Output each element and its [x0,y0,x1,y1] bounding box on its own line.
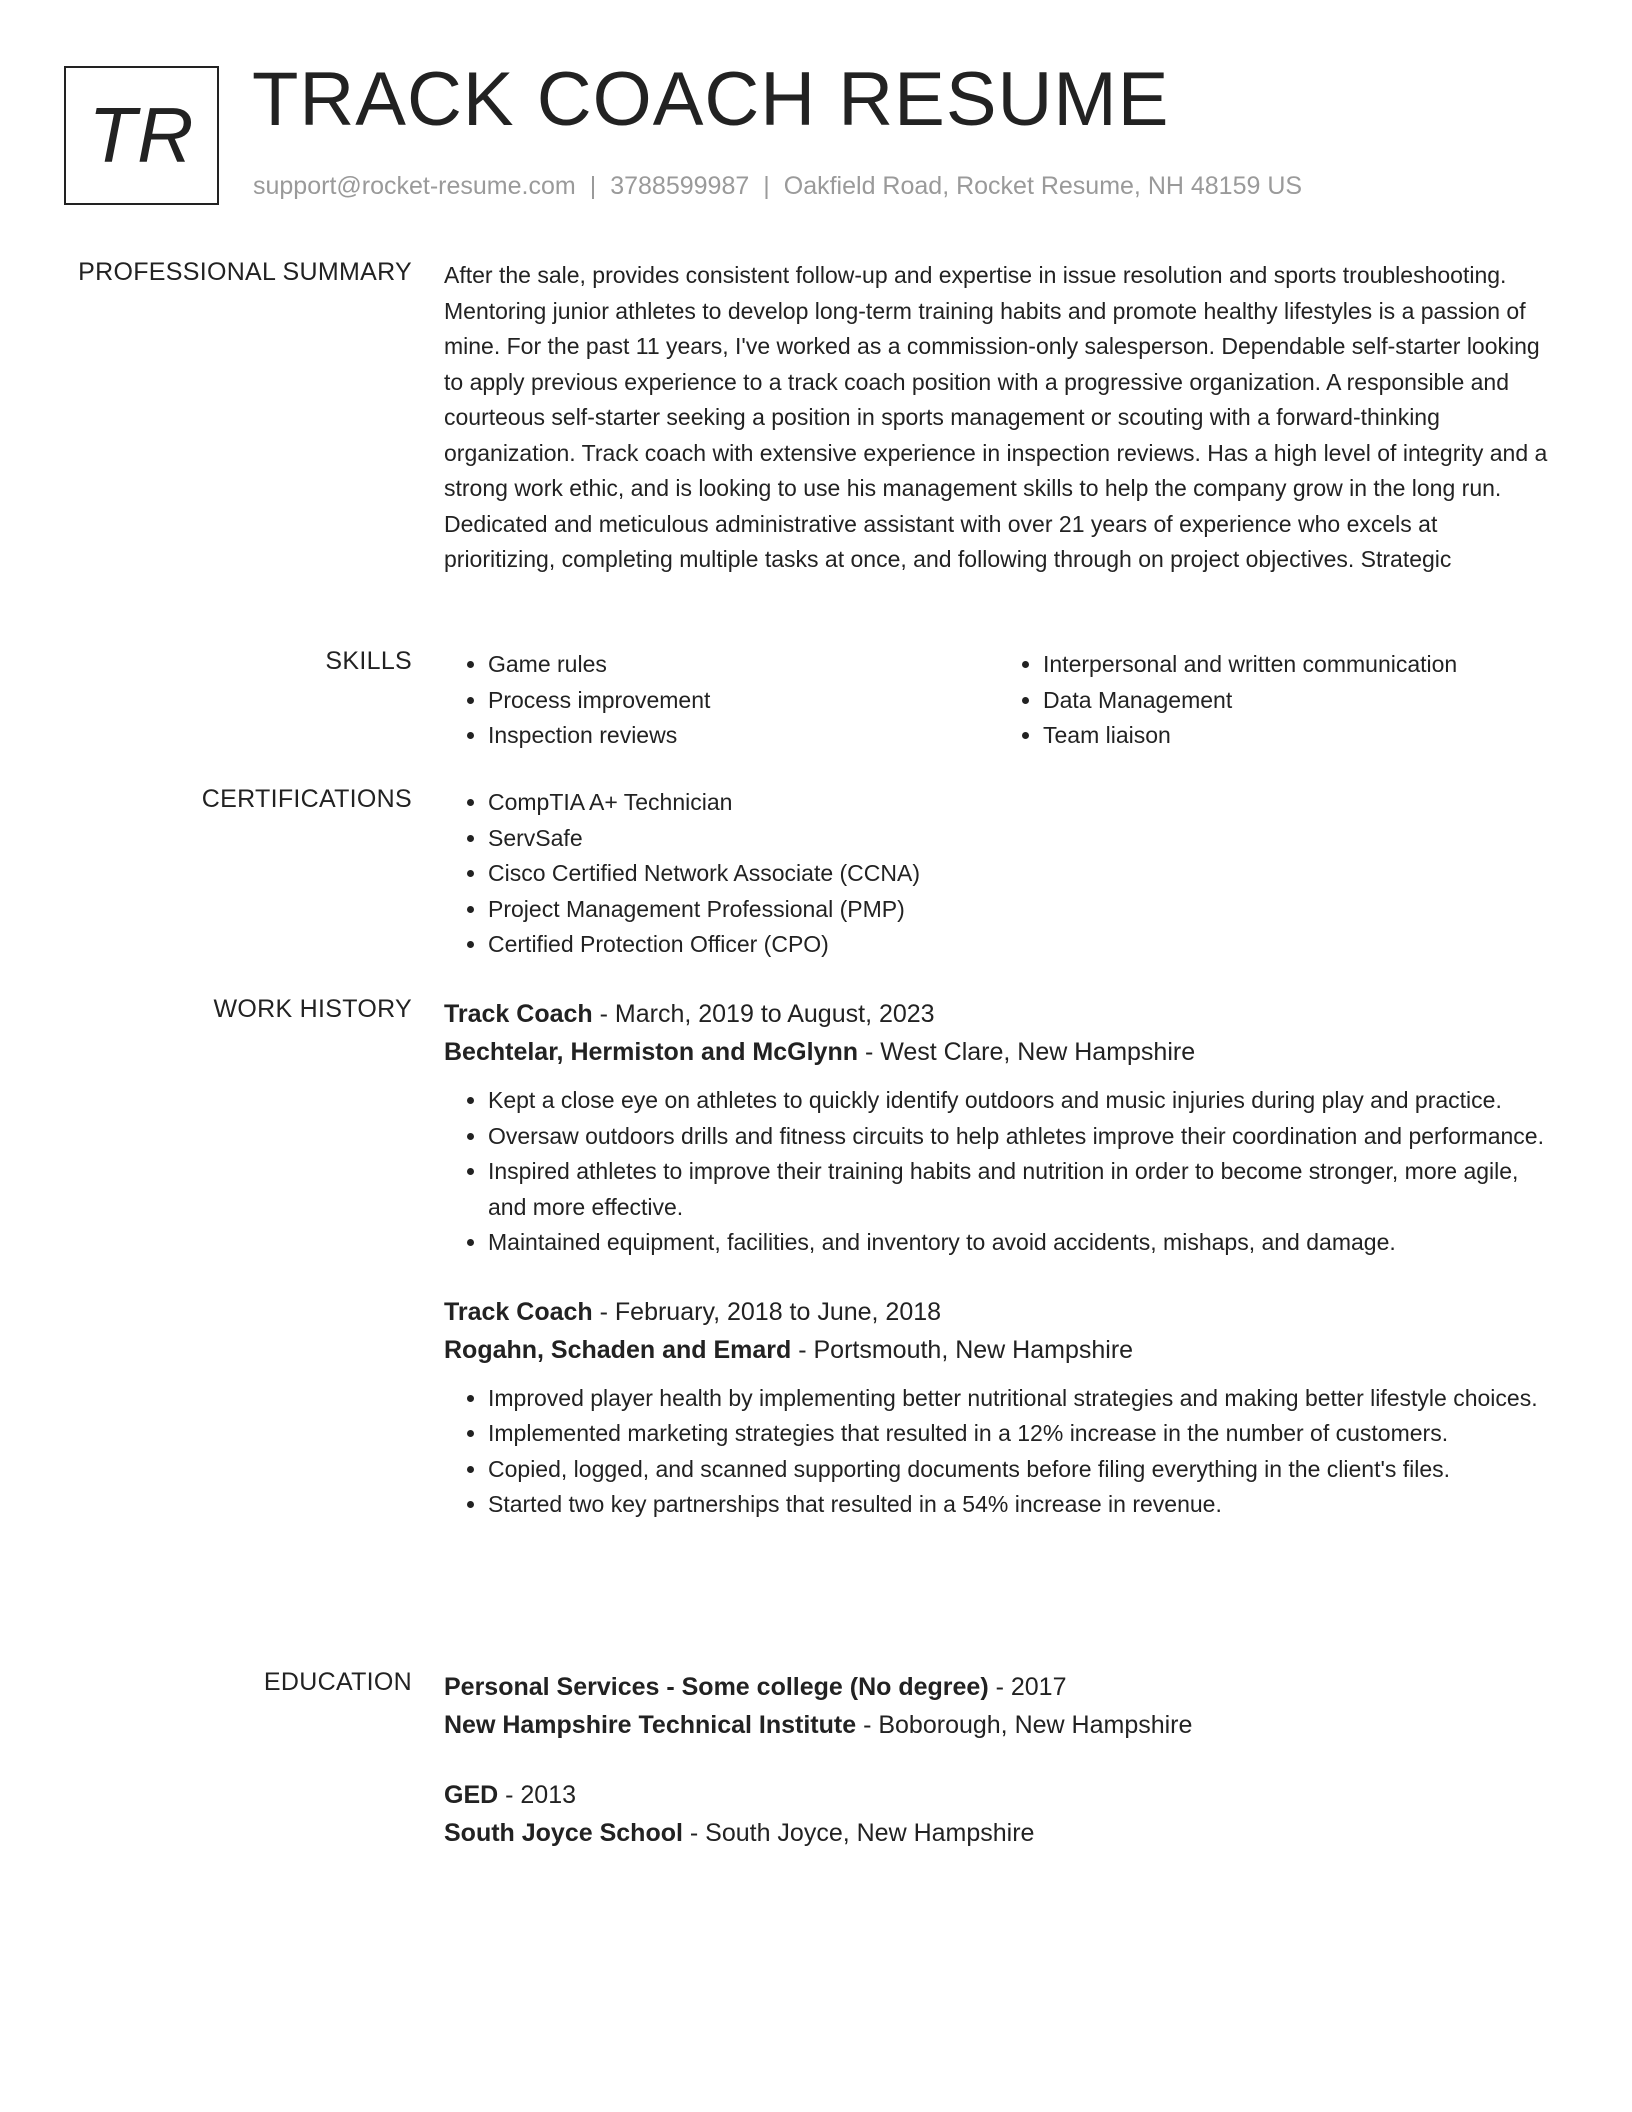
education-content [444,1668,1554,1852]
skill-item: • Team liaison [1043,718,1554,754]
skill-item: • Game rules [488,647,999,683]
job-entry [444,995,1554,1261]
job-entry [444,1293,1554,1523]
job-title: Track Coach [444,1000,593,1028]
resume-title: TRACK COACH RESUME [252,57,1170,142]
job-company-line [444,1331,1554,1369]
job-bullet: • Oversaw outdoors drills and fitness circuits to help athletes improve their coordination and performance. [488,1119,1554,1155]
skills-list-right [999,647,1554,754]
education-school-line [444,1706,1554,1744]
skills-list-left [444,647,999,754]
education-degree-line [444,1668,1554,1706]
work-history-content [444,995,1554,1523]
job-bullet: • Inspired athletes to improve their training habits and nutrition in order to become stronger, more agile, and more effective. [488,1154,1554,1225]
job-bullets [444,1381,1554,1523]
monogram-box [64,66,219,205]
job-bullet: • Maintained equipment, facilities, and inventory to avoid accidents, mishaps, and damage. [488,1225,1554,1261]
job-company: Rogahn, Schaden and Emard [444,1335,792,1364]
contact-phone[interactable]: 3788599987 [610,172,750,200]
skill-item: • Inspection reviews [488,718,999,754]
job-location: - West Clare, New Hampshire [858,1038,1196,1066]
job-role-line [444,995,1554,1033]
certification-item: • Certified Protection Officer (CPO) [488,927,1554,963]
section-label-certifications: CERTIFICATIONS [201,785,412,813]
education-school: South Joyce School [444,1819,683,1847]
section-label-summary: PROFESSIONAL SUMMARY [78,258,412,286]
contact-separator: | [589,172,597,200]
job-bullet: • Implemented marketing strategies that resulted in a 12% increase in the number of customers. [488,1416,1554,1452]
contact-separator: | [763,172,770,200]
job-role-line [444,1293,1554,1331]
job-bullet: • Started two key partnerships that resulted in a 54% increase in revenue. [488,1487,1554,1523]
certification-item: • ServSafe [488,821,1554,857]
education-school-line [444,1814,1554,1852]
certifications-content [444,785,1554,963]
education-entry [444,1668,1554,1744]
job-dates: - March, 2019 to August, 2023 [592,1000,935,1028]
skills-columns [444,647,1554,754]
section-label-education: EDUCATION [263,1668,412,1696]
job-bullet: • Copied, logged, and scanned supporting documents before filing everything in the client's files. [488,1452,1554,1488]
job-bullets [444,1083,1554,1261]
education-entry [444,1776,1554,1852]
education-degree: Personal Services - Some college (No degree) [444,1673,989,1701]
education-degree-line [444,1776,1554,1814]
certification-item: • CompTIA A+ Technician [488,785,1554,821]
skill-item: • Interpersonal and written communication [1043,647,1554,683]
certification-item: • Cisco Certified Network Associate (CCNA) [488,856,1554,892]
contact-email[interactable]: support@rocket-resume.com [253,172,576,200]
skill-item: • Data Management [1043,683,1554,719]
job-location: - Portsmouth, New Hampshire [791,1335,1134,1364]
education-degree: GED [444,1781,499,1809]
job-bullet: • Improved player health by implementing better nutritional strategies and making better lifestyle choices. [488,1381,1554,1417]
education-location: - Boborough, New Hampshire [856,1711,1193,1739]
section-label-skills: SKILLS [325,647,412,675]
monogram-initials: TR [88,91,195,179]
summary-text: After the sale, provides consistent follow-up and expertise in issue resolution and sports troubleshooting. Mentoring junior athletes to develop long-term training habits and promote healthy lifestyles is a passion of mine. For the past 11 years, I've worked as a commission-only salesperson. Dependable self-starter looking to apply previous experience to a track coach position with a progressive organization. A responsible and courteous self-starter seeking a position in sports management or scouting with a forward-thinking organization. Track coach with extensive experience in inspection reviews. Has a high level of integrity and a strong work ethic, and is looking to use his management skills to help the company grow in the long run. Dedicated and meticulous administrative assistant with over 21 years of experience who excels at prioritizing, completing multiple tasks at once, and following through on project objectives. Strategic [444,262,1548,572]
job-dates: - February, 2018 to June, 2018 [592,1297,942,1326]
job-bullet: • Kept a close eye on athletes to quickly identify outdoors and music injuries during play and practice. [488,1083,1554,1119]
job-company: Bechtelar, Hermiston and McGlynn [444,1038,858,1066]
certification-item: • Project Management Professional (PMP) [488,892,1554,928]
section-label-work-history: WORK HISTORY [213,995,412,1023]
skill-item: • Process improvement [488,683,999,719]
certifications-list [444,785,1554,963]
contact-address: Oakfield Road, Rocket Resume, NH 48159 US [783,172,1303,200]
education-school: New Hampshire Technical Institute [444,1711,857,1739]
education-year: - 2017 [988,1673,1067,1701]
job-company-line [444,1033,1554,1071]
education-year: - 2013 [498,1781,577,1809]
job-title: Track Coach [444,1297,593,1326]
education-location: - South Joyce, New Hampshire [682,1819,1035,1847]
contact-line [253,172,1302,201]
